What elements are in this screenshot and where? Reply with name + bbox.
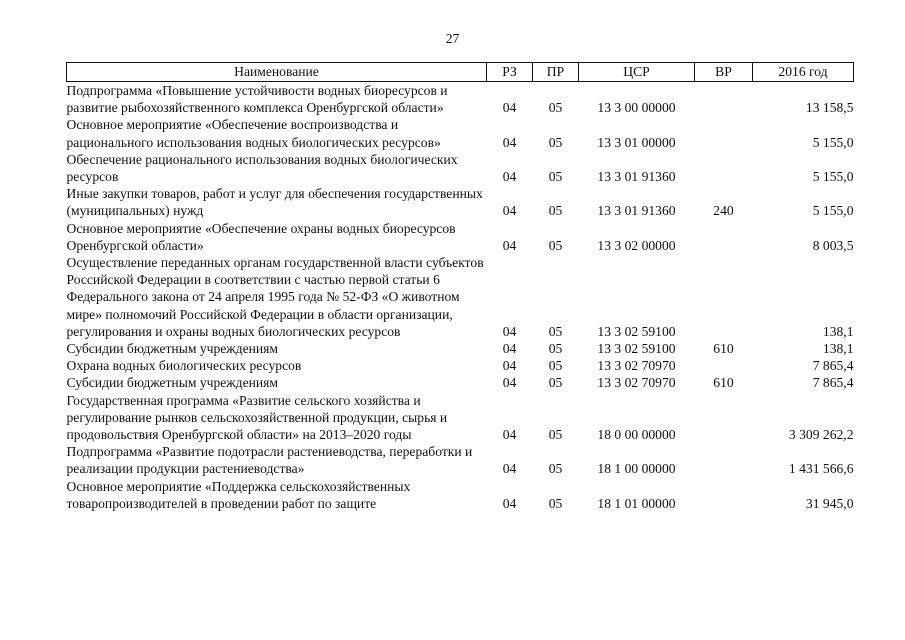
table-row [67,443,854,477]
table-row [67,374,854,391]
table-row [67,82,854,117]
table-row [67,220,854,254]
header-vr: ВР [695,63,753,82]
row-pr: 05 [548,358,563,374]
row-sum: 13 158,5 [805,100,854,116]
row-rz: 04 [502,427,517,443]
table-row [67,185,854,219]
row-pr: 05 [548,375,563,391]
page-number: 27 [445,31,460,46]
row-rz: 04 [502,237,517,253]
table-header-row [67,63,854,82]
row-sum: 138,1 [822,323,854,339]
header-csr: ЦСР [579,63,695,82]
row-vr: 240 [713,203,734,219]
row-vr [695,220,753,254]
row-csr: 13 3 02 59100 [597,323,676,339]
budget-table [66,62,854,512]
row-name: Субсидии бюджетным учреждениям [66,341,279,357]
row-rz: 04 [502,323,517,339]
row-vr [695,478,753,512]
row-rz: 04 [502,461,517,477]
header-sum: 2016 год [753,63,854,82]
row-name: Осуществление переданных органам государственной власти субъектов Российской Федерации в соответствии с частью первой статьи 6 Федерального закона от 24 апреля 1995 года № 52-ФЗ «О животном мире» полномочий Российской Федерации в области организации, регулирования и охраны водных биологических ресурсов [66,255,484,339]
row-sum: 7 865,4 [812,375,854,391]
row-vr [695,151,753,185]
row-sum: 5 155,0 [812,134,854,150]
row-csr: 18 0 00 00000 [597,427,676,443]
row-pr: 05 [548,169,563,185]
row-pr: 05 [548,427,563,443]
row-name: Охрана водных биологических ресурсов [66,358,302,374]
row-pr: 05 [548,323,563,339]
table-row [67,340,854,357]
row-name: Основное мероприятие «Обеспечение охраны водных биоресурсов Оренбургской области» [66,220,456,253]
row-vr [695,357,753,374]
row-csr: 13 3 02 59100 [597,341,676,357]
row-vr: 610 [713,341,734,357]
row-rz: 04 [502,203,517,219]
row-pr: 05 [548,203,563,219]
row-rz: 04 [502,134,517,150]
table-row [67,116,854,150]
row-name: Основное мероприятие «Поддержка сельскохозяйственных товаропроизводителей в проведении работ по защите [66,478,411,511]
row-csr: 13 3 02 70970 [597,375,676,391]
table-row [67,254,854,340]
row-vr: 610 [713,375,734,391]
row-csr: 13 3 02 70970 [597,358,676,374]
row-pr: 05 [548,341,563,357]
row-sum: 3 309 262,2 [788,427,854,443]
row-sum: 31 945,0 [805,495,854,511]
row-csr: 13 3 01 91360 [597,203,676,219]
row-rz: 04 [502,169,517,185]
row-name: Субсидии бюджетным учреждениям [66,375,279,391]
row-rz: 04 [502,375,517,391]
row-pr: 05 [548,461,563,477]
row-pr: 05 [548,134,563,150]
row-rz: 04 [502,495,517,511]
table-row [67,392,854,444]
row-name: Основное мероприятие «Обеспечение воспроизводства и рационального использования водных биологических ресурсов» [66,117,441,150]
row-sum: 5 155,0 [812,169,854,185]
row-csr: 18 1 00 00000 [597,461,676,477]
table-row [67,151,854,185]
row-name: Подпрограмма «Развитие подотрасли растениеводства, переработки и реализации продукции растениеводства» [66,444,473,477]
row-rz: 04 [502,358,517,374]
row-sum: 8 003,5 [812,237,854,253]
row-sum: 5 155,0 [812,203,854,219]
row-name: Иные закупки товаров, работ и услуг для обеспечения государственных (муниципальных) нужд [66,186,483,219]
row-rz: 04 [502,100,517,116]
row-name: Подпрограмма «Повышение устойчивости водных биоресурсов и развитие рыбохозяйственного комплекса Оренбургской области» [66,83,448,116]
row-csr: 13 3 01 00000 [597,134,676,150]
row-sum: 138,1 [822,341,854,357]
table-row [67,357,854,374]
header-rz: РЗ [487,63,533,82]
row-rz: 04 [502,341,517,357]
row-csr: 13 3 02 00000 [597,237,676,253]
row-csr: 18 1 01 00000 [597,495,676,511]
row-vr [695,82,753,117]
row-name: Обеспечение рационального использования водных биологических ресурсов [66,151,458,185]
row-vr [695,443,753,477]
row-pr: 05 [548,237,563,253]
row-pr: 05 [548,495,563,511]
header-name: Наименование [67,63,487,82]
row-csr: 13 3 00 00000 [597,100,676,116]
row-pr: 05 [548,100,563,116]
row-name: Государственная программа «Развитие сельского хозяйства и регулирование рынков сельскохозяйственной продукции, сырья и продовольствия Оренбургской области» на 2013–2020 годы [66,392,448,443]
row-csr: 13 3 01 91360 [597,169,676,185]
row-vr [695,392,753,444]
row-vr [695,116,753,150]
row-sum: 7 865,4 [812,358,854,374]
table-row [67,478,854,512]
header-pr: ПР [533,63,579,82]
row-sum: 1 431 566,6 [788,461,854,477]
row-vr [695,254,753,340]
